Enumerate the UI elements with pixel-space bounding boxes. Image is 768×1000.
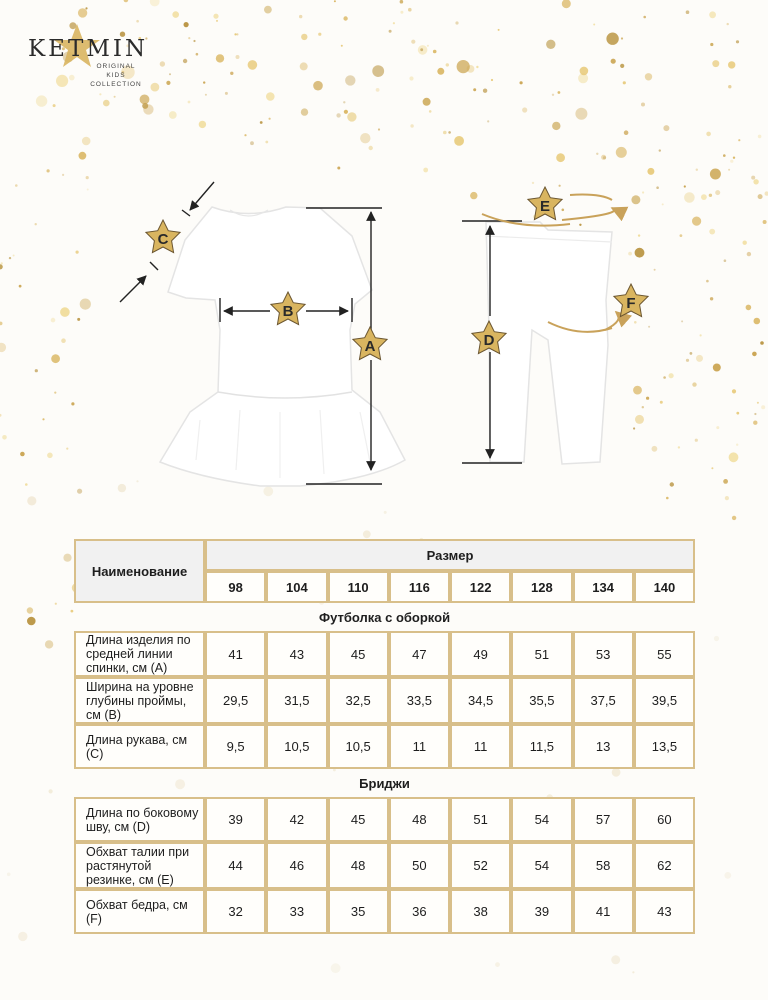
measurement-value: 34,5 — [450, 677, 511, 724]
measure-star-e — [528, 187, 562, 220]
confetti-dot — [714, 636, 719, 641]
table-row — [74, 797, 695, 842]
measurement-value: 9,5 — [205, 724, 266, 769]
confetti-dot — [632, 971, 634, 973]
measurement-value: 45 — [328, 631, 389, 677]
measurement-value: 38 — [450, 889, 511, 934]
size-110: 110 — [328, 571, 389, 603]
confetti-dot — [363, 530, 371, 538]
measure-star-c — [146, 220, 180, 253]
measurement-value: 60 — [634, 797, 695, 842]
measurement-value: 44 — [205, 842, 266, 889]
brand-name: KETMIN — [28, 36, 149, 62]
measurement-value: 29,5 — [205, 677, 266, 724]
confetti-dot — [611, 955, 620, 964]
measurement-value: 45 — [328, 797, 389, 842]
size-116: 116 — [389, 571, 450, 603]
brand-logo — [28, 36, 148, 89]
confetti-dot — [45, 640, 53, 648]
measurement-value: 36 — [389, 889, 450, 934]
measurement-value: 41 — [205, 631, 266, 677]
measurement-value: 43 — [634, 889, 695, 934]
measurement-value: 10,5 — [328, 724, 389, 769]
measurement-value: 39 — [511, 889, 572, 934]
measurement-value: 43 — [266, 631, 327, 677]
measurement-value: 37,5 — [573, 677, 634, 724]
name-column-header: Наименование — [74, 539, 205, 603]
measurement-value: 11 — [450, 724, 511, 769]
measurement-value: 13,5 — [634, 724, 695, 769]
measurement-value: 51 — [511, 631, 572, 677]
measurement-value: 48 — [389, 797, 450, 842]
measurement-value: 33 — [266, 889, 327, 934]
size-122: 122 — [450, 571, 511, 603]
measurement-value: 32 — [205, 889, 266, 934]
confetti-dot — [384, 511, 387, 514]
table-row — [74, 842, 695, 889]
table-row — [74, 724, 695, 769]
measurement-value: 58 — [573, 842, 634, 889]
measurement-value: 13 — [573, 724, 634, 769]
confetti-dot — [63, 554, 71, 562]
measurement-name: Длина рукава, см (С) — [74, 724, 205, 769]
measurement-value: 54 — [511, 842, 572, 889]
size-chart-table — [74, 539, 695, 934]
star-label-c: C — [157, 231, 169, 248]
size-134: 134 — [573, 571, 634, 603]
measurement-value: 48 — [328, 842, 389, 889]
measurement-value: 39,5 — [634, 677, 695, 724]
measurement-name: Обхват бедра, см (F) — [74, 889, 205, 934]
confetti-dot — [55, 603, 57, 605]
measurement-value: 11 — [389, 724, 450, 769]
measurement-name: Обхват талии при растянутой резинке, см (E) — [74, 842, 205, 889]
confetti-dot — [18, 932, 27, 941]
measurement-value: 31,5 — [266, 677, 327, 724]
size-128: 128 — [511, 571, 572, 603]
brand-tagline-line1: ORIGINAL KIDS — [96, 63, 136, 79]
measurement-value: 39 — [205, 797, 266, 842]
confetti-dot — [27, 607, 33, 613]
table-row — [74, 631, 695, 677]
measurement-name: Ширина на уровне глубины проймы, см (В) — [74, 677, 205, 724]
section-title: Бриджи — [359, 775, 410, 791]
confetti-dot — [724, 872, 731, 879]
confetti-dot — [27, 617, 36, 626]
size-header: Размер — [205, 539, 695, 571]
measurement-value: 51 — [450, 797, 511, 842]
confetti-dot — [732, 516, 736, 520]
measurement-value: 54 — [511, 797, 572, 842]
measure-star-f — [614, 284, 648, 317]
size-140: 140 — [634, 571, 695, 603]
star-label-d: D — [483, 332, 495, 349]
measurement-value: 35 — [328, 889, 389, 934]
table-row — [74, 889, 695, 934]
measurement-name: Длина изделия по средней линии спинки, см (А) — [74, 631, 205, 677]
measurement-value: 57 — [573, 797, 634, 842]
breeches-illustration — [483, 222, 612, 464]
measurement-value: 49 — [450, 631, 511, 677]
size-104: 104 — [266, 571, 327, 603]
measurement-value: 46 — [266, 842, 327, 889]
measurement-value: 53 — [573, 631, 634, 677]
table-row — [74, 677, 695, 724]
star-label-b: B — [282, 303, 294, 320]
measurement-value: 55 — [634, 631, 695, 677]
measurement-value: 47 — [389, 631, 450, 677]
measure-star-a — [353, 327, 387, 360]
measurement-name: Длина по боковому шву, см (D) — [74, 797, 205, 842]
section-title: Футболка с оборкой — [319, 609, 451, 625]
measurement-value: 33,5 — [389, 677, 450, 724]
measurement-value: 42 — [266, 797, 327, 842]
measurement-value: 41 — [573, 889, 634, 934]
measurement-value: 52 — [450, 842, 511, 889]
measurement-value: 62 — [634, 842, 695, 889]
confetti-dot — [495, 962, 500, 967]
star-label-a: A — [364, 338, 376, 355]
measurement-value: 35,5 — [511, 677, 572, 724]
brand-tagline-line2: COLLECTION — [90, 81, 142, 88]
confetti-dot — [71, 610, 74, 613]
size-98: 98 — [205, 571, 266, 603]
measurement-value: 32,5 — [328, 677, 389, 724]
star-label-e: E — [539, 198, 551, 215]
confetti-dot — [7, 873, 11, 877]
measurement-value: 11,5 — [511, 724, 572, 769]
confetti-dot — [331, 963, 341, 973]
star-label-f: F — [626, 295, 636, 312]
confetti-dot — [49, 789, 53, 793]
measurement-value: 10,5 — [266, 724, 327, 769]
measurement-value: 50 — [389, 842, 450, 889]
size-chart — [74, 539, 695, 934]
